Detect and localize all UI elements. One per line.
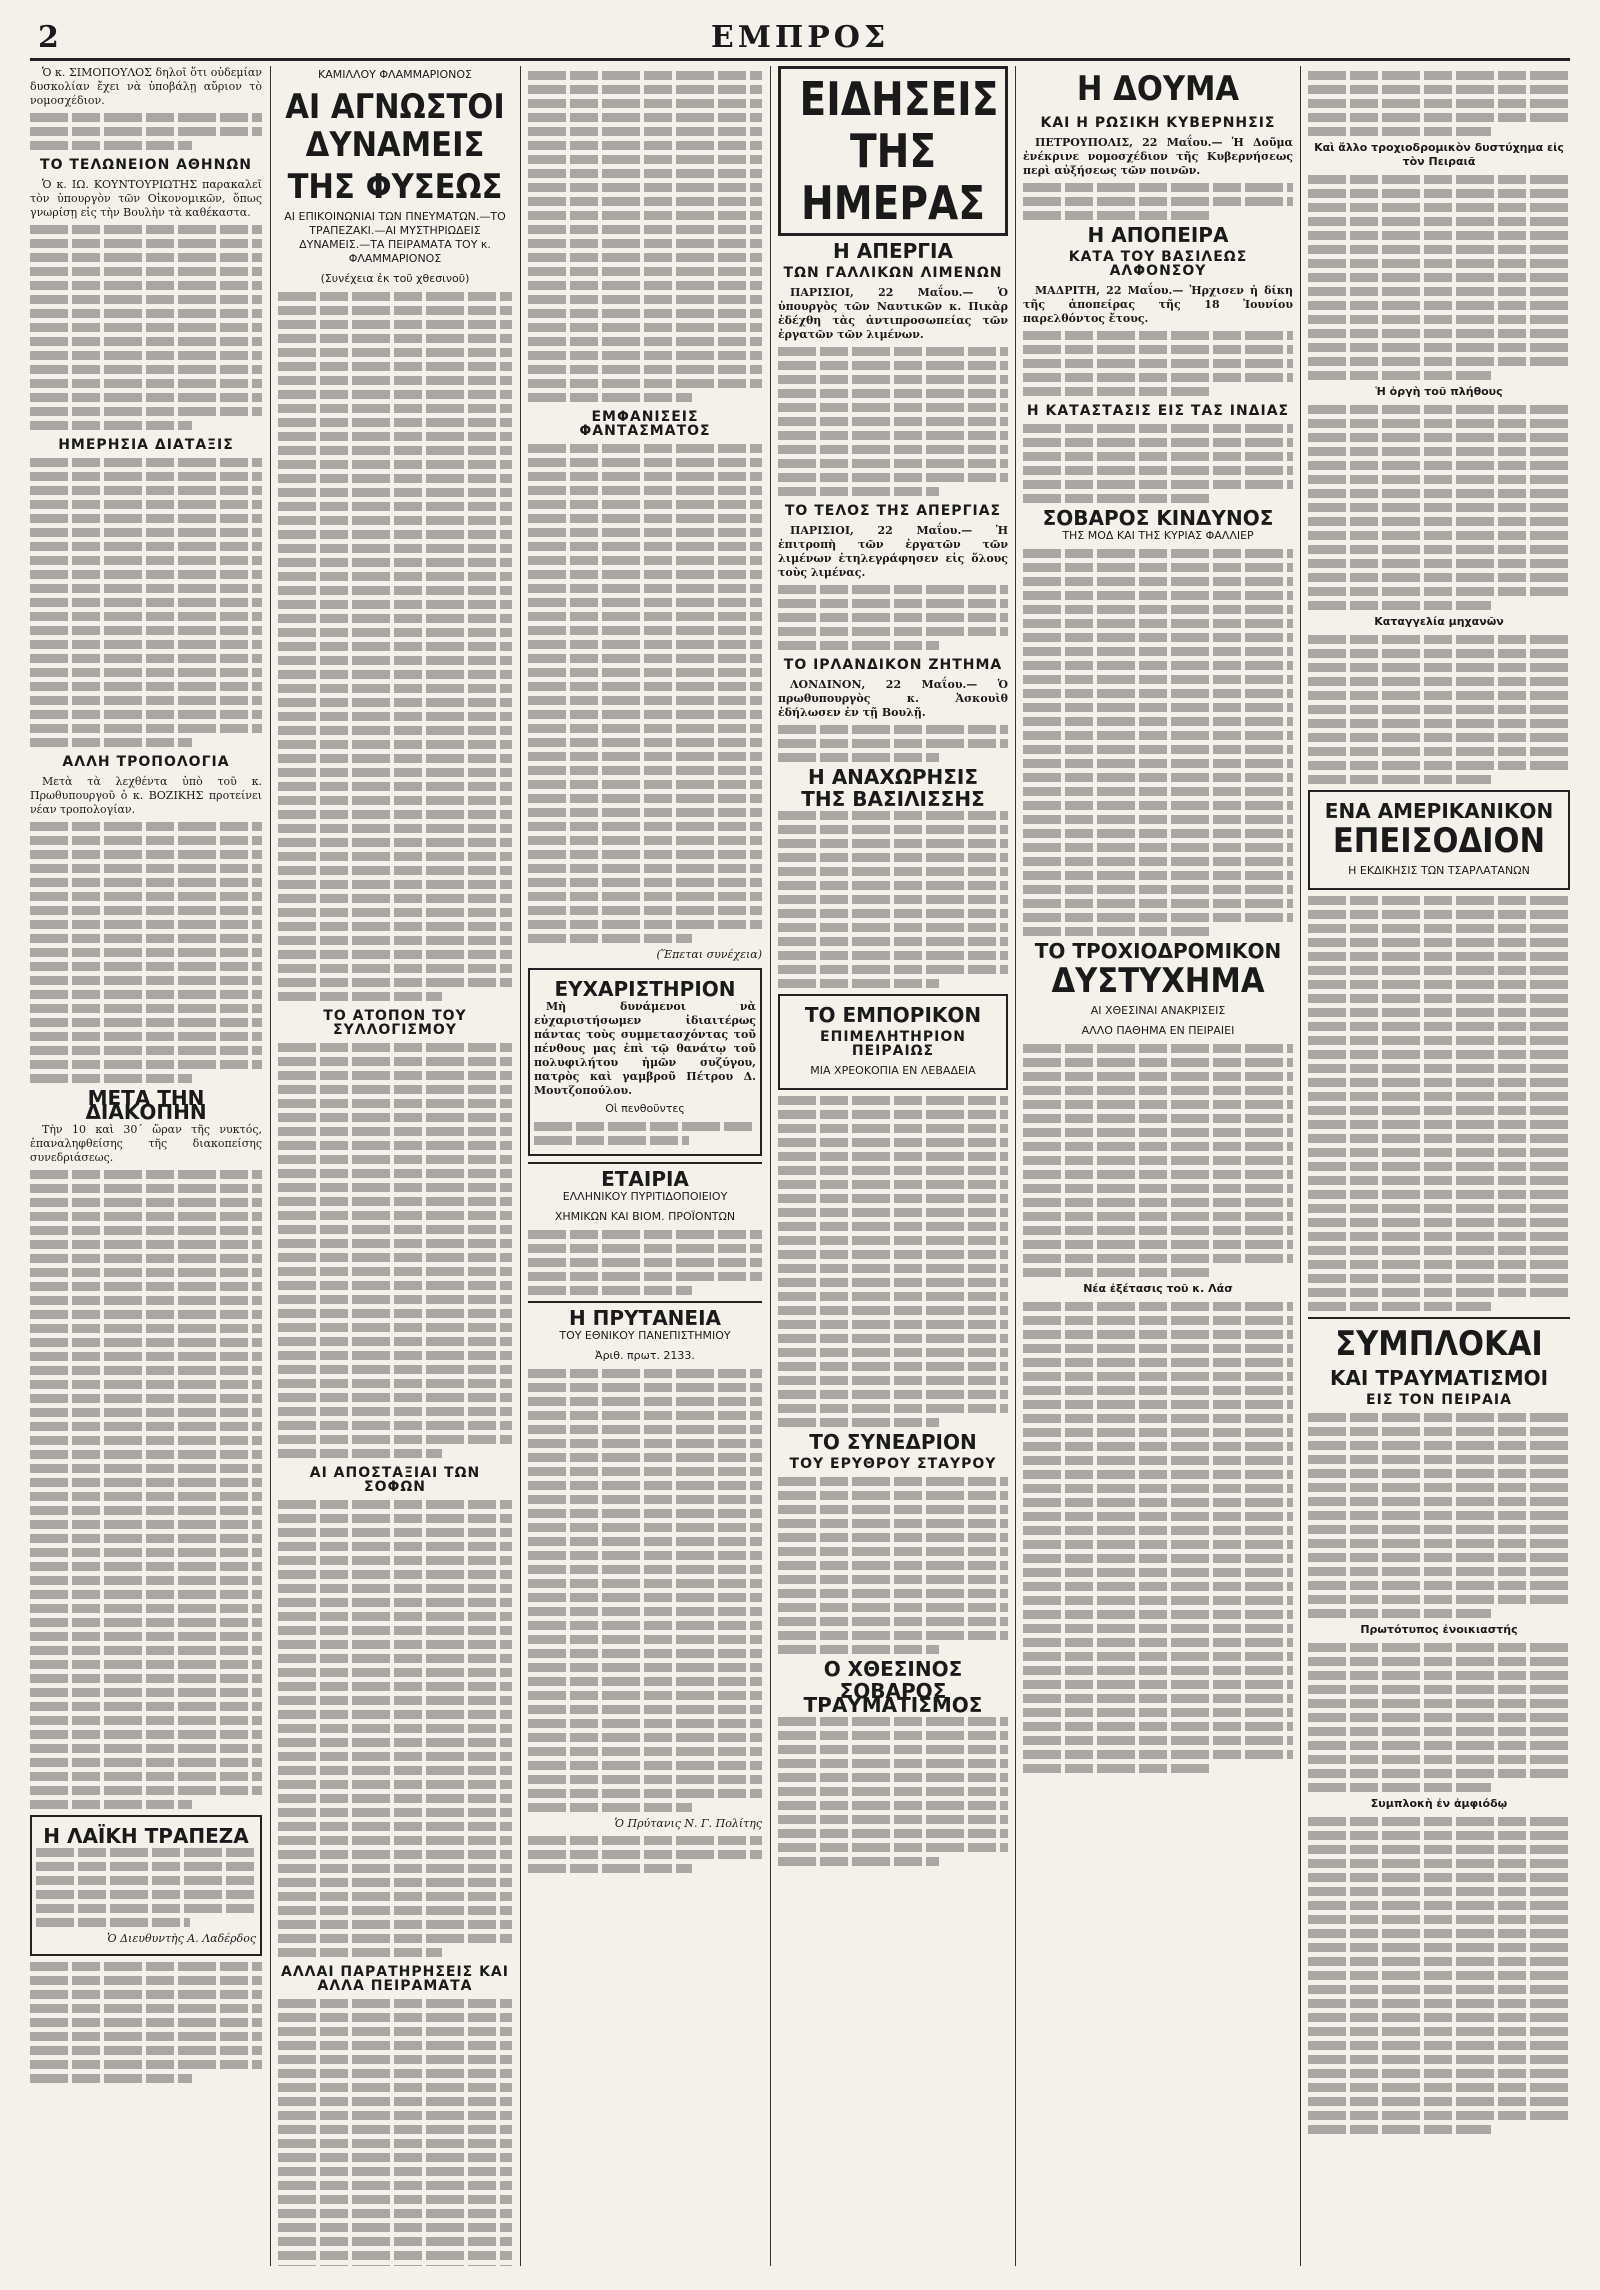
section-subheading: ΕΠΙΜΕΛΗΤΗΡΙΟΝ ΠΕΙΡΑΙΩΣ — [820, 1029, 966, 1059]
notice-box — [528, 968, 762, 1156]
text-block — [778, 585, 1008, 650]
text-block — [30, 458, 262, 747]
text-block — [1023, 1044, 1293, 1277]
text-block — [278, 292, 512, 1001]
column-4 — [778, 66, 1008, 2266]
section-heading: ΤΟ ΤΕΛΩΝΕΙΟΝ ΑΘΗΝΩΝ — [40, 157, 252, 173]
section-heading: ΣΟΒΑΡΟΣ ΤΡΑΥΜΑΤΙΣΜΟΣ — [803, 1679, 983, 1717]
signature: Οἱ πενθοῦντες — [605, 1102, 685, 1115]
section-subheading: Καταγγελία μηχανῶν — [1374, 615, 1504, 628]
text-block — [278, 1999, 512, 2266]
section-subheading: ΜΙΑ ΧΡΕΟΚΟΠΙΑ ΕΝ ΛΕΒΑΔΕΙΑ — [810, 1064, 976, 1077]
text-block — [528, 1230, 762, 1295]
article-title: ΑΙ ΑΓΝΩΣΤΟΙ ΔΥΝΑΜΕΙΣ — [285, 87, 505, 165]
reference-number: Ἀριθ. πρωτ. 2133. — [595, 1349, 695, 1362]
section-subheading: Καὶ ἄλλο τροχιοδρομικὸν δυστύχημα εἰς τὸν Πειραιᾶ — [1314, 141, 1564, 168]
continuation-note: (Ἕπεται συνέχεια) — [656, 948, 762, 961]
text-block — [778, 725, 1008, 762]
section-heading: ΤΟ ΤΡΟΧΙΟΔΡΟΜΙΚΟΝ — [1034, 939, 1282, 963]
column-rule — [1300, 66, 1301, 2266]
column-rule — [770, 66, 771, 2266]
paragraph: ΛΟΝΔΙΝΟΝ, 22 Μαΐου.— Ὁ πρωθυπουργὸς κ. Ἀσκουὶθ ἐδήλωσεν ἐν τῇ Βουλῇ. — [778, 678, 1008, 719]
text-block — [30, 113, 262, 150]
masthead — [30, 18, 1570, 61]
section-heading: ΤΟ ΤΕΛΟΣ ΤΗΣ ΑΠΕΡΓΙΑΣ — [784, 503, 1002, 519]
section-heading: Η ΔΟΥΜΑ — [1076, 69, 1240, 109]
text-block — [778, 1717, 1008, 1866]
paragraph: Μετὰ τὰ λεχθέντα ὑπὸ τοῦ κ. Πρωθυπουργοῦ ὁ κ. ΒΟΖΙΚΗΣ προτείνει νέαν τροπολογίαν. — [30, 775, 262, 816]
section-heading: ΚΑΙ ΤΡΑΥΜΑΤΙΣΜΟΙ — [1329, 1366, 1549, 1390]
signature: Ὁ Διευθυντὴς Α. Λαδέρδος — [107, 1932, 256, 1945]
text-block — [778, 811, 1008, 988]
section-subheading: Συμπλοκὴ ἐν ἀμφιόδῳ — [1370, 1797, 1508, 1810]
text-block — [30, 1962, 262, 2083]
section-heading: ΤΗΣ ΒΑΣΙΛΙΣΣΗΣ — [801, 787, 985, 811]
text-block — [528, 1836, 762, 1873]
text-block — [1023, 1302, 1293, 1773]
feature-box — [1308, 790, 1570, 890]
text-block — [278, 1043, 512, 1458]
divider — [1308, 1317, 1570, 1319]
paragraph: Ὁ κ. ΙΩ. ΚΟΥΝΤΟΥΡΙΩΤΗΣ παρακαλεῖ τὸν ὑπουργὸν τῶν Οἰκονομικῶν, ὅπως γνωρίσῃ εἰς τὴν Βουλὴν τὰ καθέκαστα. — [30, 178, 262, 219]
text-block — [1308, 1643, 1570, 1792]
column-6 — [1308, 66, 1570, 2266]
section-heading: ΣΟΒΑΡΟΣ ΚΙΝΔΥΝΟΣ — [1042, 506, 1274, 530]
paragraph: ΠΑΡΙΣΙΟΙ, 22 Μαΐου.— Ἡ ἐπιτροπὴ τῶν ἐργατῶν τῶν λιμένων ἐτηλεγράφησεν εἰς ὅλους τοὺς λιμένας. — [778, 524, 1008, 579]
page-number: 2 — [38, 20, 59, 55]
section-heading: Η ΑΝΑΧΩΡΗΣΙΣ — [808, 765, 978, 789]
text-block — [1308, 635, 1570, 784]
text-block — [528, 71, 762, 402]
paragraph: ΠΕΤΡΟΥΠΟΛΙΣ, 22 Μαΐου.— Ἡ Δοῦμα ἐνέκρινε νομοσχέδιον τῆς Κυβερνήσεως περὶ αὐξήσεως τῶν ποινῶν. — [1023, 136, 1293, 177]
section-subheading: ΤΩΝ ΓΑΛΛΙΚΩΝ ΛΙΜΕΝΩΝ — [783, 265, 1003, 281]
paragraph: Τὴν 10 καὶ 30΄ ὥραν τῆς νυκτός, ἐπαναληφθείσης τῆς διακοπείσης συνεδριάσεως. — [30, 1123, 262, 1164]
text-block — [778, 1096, 1008, 1427]
text-block — [1308, 71, 1570, 136]
article-title: ΤΗΣ ΦΥΣΕΩΣ — [287, 167, 503, 207]
section-heading: ΤΟ ΣΥΝΕΔΡΙΟΝ — [809, 1430, 977, 1454]
text-block — [1308, 175, 1570, 380]
section-subheading: ΚΑΤΑ ΤΟΥ ΒΑΣΙΛΕΩΣ ΑΛΦΟΝΣΟΥ — [1068, 249, 1248, 279]
section-heading: ΤΟ ΙΡΛΑΝΔΙΚΟΝ ΖΗΤΗΜΑ — [783, 657, 1003, 673]
column-3 — [528, 66, 762, 2266]
section-subheading: ΧΗΜΙΚΩΝ ΚΑΙ ΒΙΟΜ. ΠΡΟΪΟΝΤΩΝ — [554, 1210, 736, 1223]
text-block — [30, 1170, 262, 1809]
section-subheading: Νέα ἐξέτασις τοῦ κ. Λάσ — [1083, 1282, 1233, 1295]
section-subheading: Ἡ ὀργὴ τοῦ πλήθους — [1375, 385, 1503, 398]
text-block — [778, 1477, 1008, 1654]
section-heading: ΑΛΛΑΙ ΠΑΡΑΤΗΡΗΣΕΙΣ ΚΑΙ ΑΛΛΑ ΠΕΙΡΑΜΑΤΑ — [281, 1964, 509, 1994]
paragraph: Ὁ κ. ΣΙΜΟΠΟΥΛΟΣ δηλοῖ ὅτι οὐδεμίαν δυσκολίαν ἔχει νὰ ὑποβάλῃ αὔριον τὸ νομοσχέδιον. — [30, 66, 262, 107]
column-rule — [520, 66, 521, 2266]
paragraph: Μὴ δυνάμενοι νὰ εὐχαριστήσωμεν ἰδιαιτέρως πάντας τοὺς συμμετασχόντας τοῦ πένθους μας ἐπὶ τῷ θανάτῳ τοῦ πολυφιλήτου ἡμῶν συζύγου, πατρὸς καὶ γαμβροῦ Πέτρου Δ. Μουτζοπούλου. — [534, 1000, 756, 1097]
section-subheading: ΤΟΥ ΕΡΥΘΡΟΥ ΣΤΑΥΡΟΥ — [789, 1456, 997, 1472]
column-rule — [1015, 66, 1016, 2266]
section-heading: ΔΥΣΤΥΧΗΜΑ — [1051, 961, 1265, 1001]
paragraph: ΜΑΔΡΙΤΗ, 22 Μαΐου.— Ἠρχισεν ἡ δίκη τῆς ἀποπείρας τῆς 18 Ἰουνίου παρελθόντος ἔτους. — [1023, 284, 1293, 325]
paper-name: ΕΜΠΡΟΣ — [710, 20, 890, 55]
text-block — [1308, 1413, 1570, 1618]
section-heading: ΕΤΑΙΡΙΑ — [601, 1167, 689, 1191]
text-block — [1308, 1817, 1570, 2134]
text-block — [528, 444, 762, 943]
section-heading: ΕΝΑ ΑΜΕΡΙΚΑΝΙΚΟΝ — [1324, 799, 1554, 823]
column-5 — [1023, 66, 1293, 2266]
divider — [528, 1301, 762, 1303]
news-section-title: ΕΙΔΗΣΕΙΣ ΤΗΣ ΗΜΕΡΑΣ — [799, 72, 999, 230]
feature-box — [778, 994, 1008, 1090]
column-1 — [30, 66, 262, 2266]
paragraph: ΠΑΡΙΣΙΟΙ, 22 Μαΐου.— Ὁ ὑπουργὸς τῶν Ναυτικῶν κ. Πικὰρ ἐδέχθη τὰς ἀντιπροσωπείας τῶν ἐργατῶν τῶν λιμένων. — [778, 286, 1008, 341]
section-subheading: ΚΑΙ Η ΡΩΣΙΚΗ ΚΥΒΕΡΝΗΣΙΣ — [1040, 115, 1276, 131]
section-heading: Η ΠΡΥΤΑΝΕΙΑ — [568, 1306, 722, 1330]
column-2 — [278, 66, 512, 2266]
section-subheading: ΕΛΛΗΝΙΚΟΥ ΠΥΡΙΤΙΔΟΠΟΙΕΙΟΥ — [562, 1190, 728, 1203]
section-subheading: ΕΙΣ ΤΟΝ ΠΕΙΡΑΙΑ — [1366, 1392, 1512, 1408]
section-heading: ΕΥΧΑΡΙΣΤΗΡΙΟΝ — [554, 977, 736, 1001]
news-banner — [778, 66, 1008, 236]
article-subtitle: ΑΙ ΕΠΙΚΟΙΝΩΝΙΑΙ ΤΩΝ ΠΝΕΥΜΑΤΩΝ.—ΤΟ ΤΡΑΠΕΖΑΚΙ.—ΑΙ ΜΥΣΤΗΡΙΩΔΕΙΣ ΔΥΝΑΜΕΙΣ.—ΤΑ ΠΕΙΡΑΜΑΤΑ ΤΟΥ κ. ΦΛΑΜΜΑΡΙΟΝΟΣ — [284, 210, 506, 265]
section-heading: ΤΟ ΑΤΟΠΟΝ ΤΟΥ ΣΥΛΛΟΓΙΣΜΟΥ — [323, 1008, 467, 1038]
text-block — [1023, 424, 1293, 503]
section-heading: ΜΕΤΑ ΤΗΝ ΔΙΑΚΟΠΗΝ — [85, 1086, 207, 1124]
section-heading: Ο ΧΘΕΣΙΝΟΣ — [823, 1657, 963, 1681]
continuation-note: (Συνέχεια ἐκ τοῦ χθεσινοῦ) — [320, 272, 470, 285]
notice-box — [30, 1815, 262, 1956]
section-heading: ΣΥΜΠΛΟΚΑΙ — [1335, 1324, 1543, 1364]
text-block — [1308, 896, 1570, 1311]
section-subheading: Πρωτότυπος ἐνοικιαστής — [1360, 1623, 1518, 1636]
section-heading: ΕΠΕΙΣΟΔΙΟΝ — [1332, 821, 1546, 861]
text-block — [528, 1369, 762, 1812]
section-subheading: ΑΙ ΧΘΕΣΙΝΑΙ ΑΝΑΚΡΙΣΕΙΣ — [1090, 1004, 1226, 1017]
text-block — [30, 822, 262, 1083]
section-subheading: Η ΕΚΔΙΚΗΣΙΣ ΤΩΝ ΤΣΑΡΛΑΤΑΝΩΝ — [1348, 864, 1530, 877]
section-heading: Η ΛΑΪΚΗ ΤΡΑΠΕΖΑ — [43, 1824, 249, 1848]
section-heading: Η ΚΑΤΑΣΤΑΣΙΣ ΕΙΣ ΤΑΣ ΙΝΔΙΑΣ — [1026, 403, 1290, 419]
text-block — [534, 1122, 756, 1145]
text-block — [1023, 331, 1293, 396]
text-block — [278, 1500, 512, 1957]
section-subheading: ΤΟΥ ΕΘΝΙΚΟΥ ΠΑΝΕΠΙΣΤΗΜΙΟΥ — [559, 1329, 731, 1342]
text-block — [1308, 405, 1570, 610]
section-subheading: ΤΗΣ ΜΟΔ ΚΑΙ ΤΗΣ ΚΥΡΙΑΣ ΦΑΛΛΙΕΡ — [1062, 529, 1254, 542]
text-block — [1023, 549, 1293, 936]
signature: Ὁ Πρύτανις Ν. Γ. Πολίτης — [614, 1817, 762, 1830]
text-block — [778, 347, 1008, 496]
section-heading: ΑΛΛΗ ΤΡΟΠΟΛΟΓΙΑ — [62, 754, 230, 770]
column-rule — [270, 66, 271, 2266]
section-heading: Η ΑΠΕΡΓΙΑ — [833, 239, 953, 263]
section-heading: ΕΜΦΑΝΙΣΕΙΣ ΦΑΝΤΑΣΜΑΤΟΣ — [579, 409, 711, 439]
section-heading: ΤΟ ΕΜΠΟΡΙΚΟΝ — [804, 1003, 982, 1027]
divider — [528, 1162, 762, 1164]
section-heading: Η ΑΠΟΠΕΙΡΑ — [1087, 223, 1229, 247]
text-block — [1023, 183, 1293, 220]
text-block — [36, 1848, 256, 1927]
section-subheading: ΑΛΛΟ ΠΑΘΗΜΑ ΕΝ ΠΕΙΡΑΙΕΙ — [1081, 1024, 1235, 1037]
section-heading: ΑΙ ΑΠΟΣΤΑΞΙΑΙ ΤΩΝ ΣΟΦΩΝ — [309, 1465, 481, 1495]
section-heading: ΗΜΕΡΗΣΙΑ ΔΙΑΤΑΞΙΣ — [58, 437, 234, 453]
article-kicker: ΚΑΜΙΛΛΟΥ ΦΛΑΜΜΑΡΙΟΝΟΣ — [318, 68, 472, 81]
text-block — [30, 225, 262, 430]
